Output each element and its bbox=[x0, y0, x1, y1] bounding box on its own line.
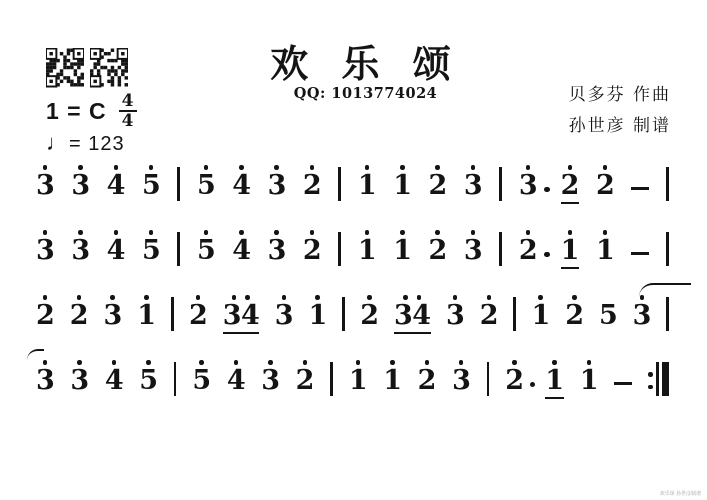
note bbox=[71, 163, 89, 206]
underline-row bbox=[505, 395, 523, 401]
note bbox=[261, 358, 279, 401]
note-digit: 2 bbox=[302, 170, 322, 201]
underline-row bbox=[139, 395, 157, 401]
note bbox=[137, 293, 155, 336]
note bbox=[358, 163, 376, 206]
underline-row bbox=[519, 265, 537, 271]
underline-row bbox=[142, 200, 160, 206]
note bbox=[268, 228, 286, 271]
note-digit: 3 bbox=[71, 235, 90, 266]
underline-row bbox=[561, 265, 579, 271]
note-digit: 2 bbox=[428, 235, 447, 266]
underline-row bbox=[70, 395, 88, 401]
note-digit: 2 bbox=[417, 365, 436, 396]
note bbox=[561, 163, 579, 206]
note-digit: 1 bbox=[545, 365, 564, 396]
note bbox=[565, 293, 583, 336]
note-digit: 2 bbox=[188, 300, 208, 331]
note bbox=[303, 228, 321, 271]
note-digit: 3 bbox=[103, 300, 122, 331]
underline-row bbox=[232, 200, 250, 206]
note-digit: 1 bbox=[393, 170, 412, 201]
barline bbox=[342, 297, 345, 331]
note bbox=[303, 163, 321, 206]
underline-row bbox=[452, 395, 470, 401]
note-digit: 3 bbox=[36, 235, 55, 266]
note-digit: 3 bbox=[267, 170, 286, 201]
underline-row bbox=[418, 395, 436, 401]
note bbox=[349, 358, 367, 401]
score-line-2 bbox=[30, 224, 675, 271]
barline bbox=[177, 232, 180, 266]
note bbox=[480, 293, 498, 336]
note-digit: 3 bbox=[261, 365, 280, 396]
time-signature-numerator: 4 bbox=[119, 93, 138, 112]
end-repeat-sign bbox=[648, 362, 669, 396]
note bbox=[105, 358, 123, 401]
underline-row bbox=[70, 330, 88, 336]
barline bbox=[487, 362, 490, 396]
augmentation-dot bbox=[530, 382, 536, 388]
note-digit: 2 bbox=[69, 300, 89, 331]
underline-row bbox=[142, 265, 160, 271]
barline bbox=[338, 232, 341, 266]
note-digit: 4 bbox=[226, 365, 246, 396]
note-digit: 2 bbox=[505, 365, 524, 396]
note-digit: 1 bbox=[357, 235, 377, 266]
note bbox=[70, 293, 88, 336]
note-digit: 5 bbox=[598, 300, 618, 331]
underline-row bbox=[349, 395, 367, 401]
note-digit: 3 bbox=[70, 365, 89, 396]
underline-row bbox=[580, 395, 598, 401]
barline bbox=[666, 167, 669, 201]
underline-row bbox=[565, 330, 583, 336]
note bbox=[308, 293, 326, 336]
note bbox=[103, 293, 121, 336]
note-digit: 1 bbox=[596, 235, 615, 266]
note bbox=[296, 358, 314, 401]
underline-row bbox=[393, 200, 411, 206]
page-title: 欢 乐 颂 bbox=[270, 41, 461, 86]
underline-row bbox=[429, 200, 447, 206]
note bbox=[464, 228, 482, 271]
note-digit: 1 bbox=[383, 365, 402, 396]
note-digit: 5 bbox=[141, 235, 161, 266]
score-line-1 bbox=[30, 159, 675, 206]
note bbox=[464, 163, 482, 206]
thick-barline bbox=[662, 362, 669, 396]
note-digit: 3 bbox=[36, 170, 55, 201]
underline-row bbox=[531, 330, 549, 336]
underline-row bbox=[71, 200, 89, 206]
note bbox=[429, 228, 447, 271]
note bbox=[227, 358, 245, 401]
note bbox=[596, 163, 614, 206]
note-digit: 3 bbox=[632, 300, 651, 331]
note bbox=[189, 293, 207, 336]
underline-row bbox=[36, 395, 54, 401]
underline-row bbox=[189, 330, 207, 336]
barline bbox=[174, 362, 177, 396]
underline-row bbox=[103, 330, 121, 336]
underline-row bbox=[268, 265, 286, 271]
note-digit: 4 bbox=[232, 235, 251, 266]
note bbox=[232, 228, 250, 271]
underline-row bbox=[519, 200, 537, 206]
underline-row bbox=[261, 395, 279, 401]
barline bbox=[171, 297, 174, 331]
barline bbox=[499, 232, 502, 266]
note bbox=[360, 293, 378, 336]
note-digit: 4 bbox=[104, 365, 124, 396]
tie-arc bbox=[27, 349, 44, 360]
note bbox=[383, 358, 401, 401]
underline-row bbox=[105, 395, 123, 401]
underline-row bbox=[394, 330, 431, 336]
composer-credit: 贝多芬 作曲 bbox=[568, 85, 671, 105]
note-digit: 3 bbox=[71, 170, 90, 201]
duration-dash bbox=[614, 382, 632, 385]
underline-row bbox=[107, 265, 125, 271]
underline-row bbox=[446, 330, 464, 336]
note bbox=[192, 358, 210, 401]
duration-dash bbox=[631, 252, 649, 255]
augmentation-dot bbox=[544, 252, 550, 258]
underline-row bbox=[303, 265, 321, 271]
note-digit: 1 bbox=[560, 235, 579, 266]
tempo-marking bbox=[46, 130, 137, 156]
note-digit: 2 bbox=[36, 300, 55, 331]
note-digit: 3 bbox=[267, 235, 286, 266]
note bbox=[36, 358, 54, 401]
barline bbox=[666, 232, 669, 266]
note bbox=[519, 163, 537, 206]
note bbox=[70, 358, 88, 401]
underline-row bbox=[227, 395, 245, 401]
underline-row bbox=[358, 265, 376, 271]
note-digit: 3 bbox=[36, 365, 55, 396]
score-line-4 bbox=[30, 354, 675, 401]
note-digit: 2 bbox=[479, 300, 498, 331]
underline-row bbox=[192, 395, 210, 401]
note bbox=[232, 163, 250, 206]
underline-row bbox=[464, 265, 482, 271]
barline bbox=[499, 167, 502, 201]
note-digit: 1 bbox=[137, 300, 156, 331]
note-digit: 3 bbox=[518, 170, 538, 201]
note-digit: 2 bbox=[565, 300, 584, 331]
underline-row bbox=[358, 200, 376, 206]
underline-row bbox=[137, 330, 155, 336]
note bbox=[71, 228, 89, 271]
note-digit: 1 bbox=[308, 300, 327, 331]
watermark-text: 欢乐颂 孙世彦制谱 bbox=[659, 491, 701, 497]
note bbox=[107, 228, 125, 271]
underline-row bbox=[596, 265, 614, 271]
note-digit: 1 bbox=[579, 365, 598, 396]
note bbox=[197, 163, 215, 206]
note bbox=[429, 163, 447, 206]
note bbox=[545, 358, 563, 401]
tempo-value: = 123 bbox=[69, 133, 125, 155]
underline-row bbox=[561, 200, 579, 206]
note-digit: 5 bbox=[196, 170, 216, 201]
note bbox=[633, 293, 651, 336]
note bbox=[580, 358, 598, 401]
barline bbox=[177, 167, 180, 201]
note-digit: 34 bbox=[222, 300, 260, 331]
underline-row bbox=[545, 395, 563, 401]
note bbox=[446, 293, 464, 336]
note bbox=[142, 228, 160, 271]
underline-row bbox=[232, 265, 250, 271]
note bbox=[142, 163, 160, 206]
duration-dash bbox=[631, 187, 649, 190]
note-digit: 3 bbox=[274, 300, 294, 331]
tie-arc bbox=[639, 283, 691, 298]
note-pair bbox=[394, 293, 431, 336]
underline-row bbox=[429, 265, 447, 271]
barline bbox=[330, 362, 333, 396]
underline-row bbox=[308, 330, 326, 336]
note-digit: 5 bbox=[192, 365, 211, 396]
augmentation-dot bbox=[544, 187, 550, 193]
underline-row bbox=[360, 330, 378, 336]
note-digit: 34 bbox=[393, 300, 431, 331]
note-digit: 1 bbox=[531, 300, 550, 331]
note-digit: 2 bbox=[518, 235, 538, 266]
note bbox=[418, 358, 436, 401]
note-digit: 2 bbox=[295, 365, 314, 396]
underline-row bbox=[383, 395, 401, 401]
thin-barline bbox=[656, 362, 659, 396]
note bbox=[599, 293, 617, 336]
note-digit: 5 bbox=[141, 170, 161, 201]
underline-row bbox=[36, 265, 54, 271]
note bbox=[197, 228, 215, 271]
note bbox=[505, 358, 523, 401]
note-digit: 3 bbox=[452, 365, 471, 396]
note-digit: 5 bbox=[139, 365, 158, 396]
barline bbox=[513, 297, 516, 331]
underline-row bbox=[268, 200, 286, 206]
note-digit: 5 bbox=[196, 235, 216, 266]
note bbox=[358, 228, 376, 271]
underline-row bbox=[197, 200, 215, 206]
note-digit: 3 bbox=[445, 300, 465, 331]
underline-row bbox=[71, 265, 89, 271]
note bbox=[561, 228, 579, 271]
underline-row bbox=[480, 330, 498, 336]
note bbox=[393, 228, 411, 271]
note-digit: 2 bbox=[596, 170, 615, 201]
note bbox=[275, 293, 293, 336]
barline bbox=[338, 167, 341, 201]
note bbox=[36, 228, 54, 271]
note bbox=[531, 293, 549, 336]
underline-row bbox=[36, 200, 54, 206]
note-digit: 1 bbox=[348, 365, 368, 396]
underline-row bbox=[36, 330, 54, 336]
underline-row bbox=[223, 330, 260, 336]
underline-row bbox=[197, 265, 215, 271]
note bbox=[107, 163, 125, 206]
note-digit: 3 bbox=[463, 235, 483, 266]
underline-row bbox=[393, 265, 411, 271]
underline-row bbox=[596, 200, 614, 206]
note bbox=[36, 293, 54, 336]
arranger-credit: 孙世彦 制谱 bbox=[568, 116, 671, 136]
note-digit: 3 bbox=[463, 170, 483, 201]
note bbox=[393, 163, 411, 206]
note-digit: 4 bbox=[106, 235, 125, 266]
repeat-dots bbox=[648, 372, 653, 389]
note bbox=[139, 358, 157, 401]
note bbox=[36, 163, 54, 206]
quarter-note-icon: ♩ bbox=[46, 130, 69, 155]
note bbox=[596, 228, 614, 271]
note-pair bbox=[223, 293, 260, 336]
note bbox=[452, 358, 470, 401]
underline-row bbox=[599, 330, 617, 336]
note-digit: 1 bbox=[393, 235, 412, 266]
underline-row bbox=[464, 200, 482, 206]
key-label: 1 = C bbox=[46, 97, 107, 124]
note-digit: 2 bbox=[302, 235, 322, 266]
note-digit: 1 bbox=[357, 170, 377, 201]
underline-row bbox=[303, 200, 321, 206]
note-digit: 2 bbox=[428, 170, 447, 201]
time-signature-denominator: 4 bbox=[121, 111, 135, 131]
underline-row bbox=[275, 330, 293, 336]
underline-row bbox=[296, 395, 314, 401]
underline-row bbox=[107, 200, 125, 206]
barline bbox=[666, 297, 669, 331]
note bbox=[268, 163, 286, 206]
credit-block bbox=[569, 80, 671, 142]
underline-row bbox=[633, 330, 651, 336]
note-digit: 2 bbox=[360, 300, 379, 331]
qq-subtitle: QQ: 1013774024 bbox=[293, 85, 438, 102]
note-digit: 4 bbox=[232, 170, 251, 201]
note-digit: 2 bbox=[560, 170, 579, 201]
note-digit: 4 bbox=[106, 170, 125, 201]
note bbox=[519, 228, 537, 271]
score-line-3 bbox=[30, 289, 675, 336]
